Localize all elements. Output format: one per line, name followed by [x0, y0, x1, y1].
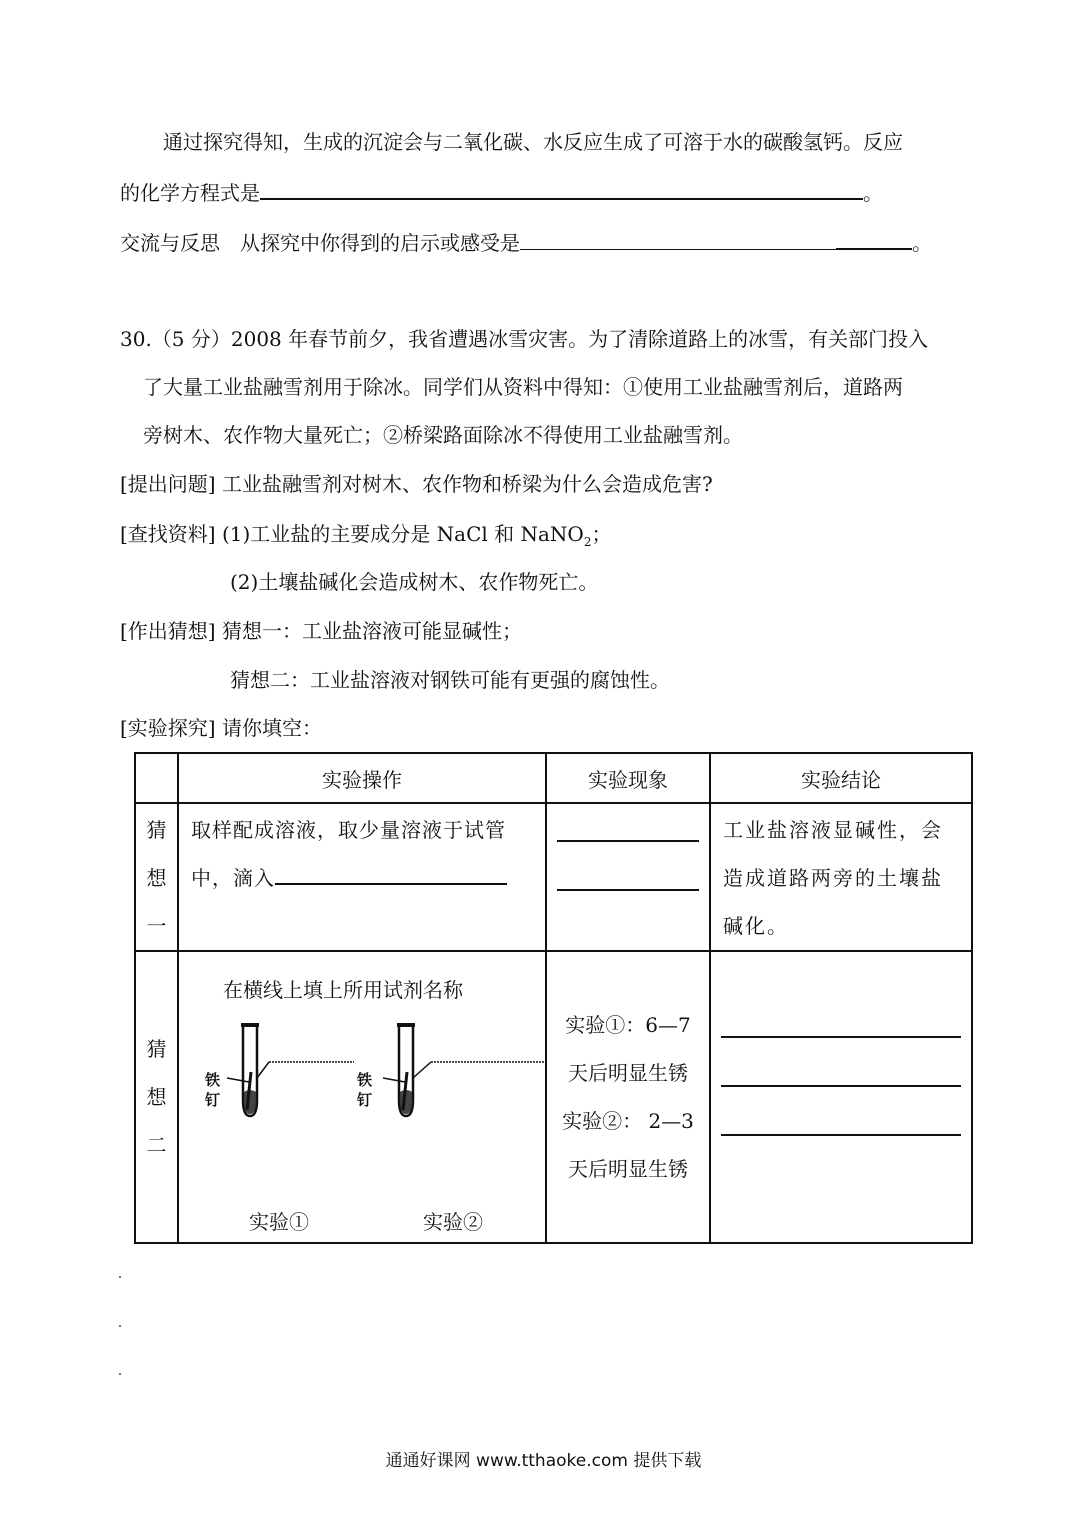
- paragraph-line: 通过探究得知，生成的沉淀会与二氧化碳、水反应生成了可溶于水的碳酸氢钙。反应: [163, 130, 903, 154]
- row-label-guess2: 猜 想 二: [135, 951, 178, 1243]
- row-label-guess1: 猜 想 一: [135, 803, 178, 951]
- apparatus-cell: [178, 951, 546, 1243]
- margin-dot: [119, 1373, 121, 1375]
- table-row: [135, 803, 972, 951]
- reflection-blank[interactable]: [520, 229, 836, 250]
- reflection-prompt: 交流与反思 从探究中你得到的启示或感受是: [120, 231, 520, 255]
- phenomenon-blank[interactable]: [557, 842, 699, 891]
- semicolon: ；: [591, 522, 612, 546]
- page-footer: 通通好课网 www.tthaoke.com 提供下载: [385, 1451, 702, 1471]
- experiment-2-label: 实验②: [423, 1210, 483, 1234]
- conclusion-cell: [710, 951, 972, 1243]
- header-phenomenon: 实验现象: [546, 753, 710, 803]
- phenomenon-text: 天后明显生锈: [568, 1157, 688, 1181]
- nail-label-1: 铁钉: [205, 1071, 221, 1109]
- explore-line: [实验探究] 请你填空：: [120, 716, 322, 740]
- info-line: (2)土壤盐碱化会造成树木、农作物死亡。: [230, 570, 599, 594]
- nail-label-2: 铁钉: [357, 1071, 373, 1109]
- reflection-line: [120, 228, 932, 257]
- reflection-blank-end[interactable]: [836, 228, 912, 250]
- guess-line: 猜想二：工业盐溶液对钢铁可能有更强的腐蚀性。: [230, 668, 670, 692]
- test-tube-1-icon: [227, 1025, 354, 1116]
- reagent-blank[interactable]: [275, 863, 507, 885]
- problem-line: [提出问题] 工业盐融雪剂对树木、农作物和桥梁为什么会造成危害?: [120, 472, 713, 496]
- header-operation: 实验操作: [178, 753, 546, 803]
- margin-dot: [119, 1325, 121, 1327]
- header-cell-empty: [135, 753, 178, 803]
- question-line: 旁树木、农作物大量死亡；②桥梁路面除冰不得使用工业盐融雪剂。: [143, 423, 743, 447]
- period: 。: [863, 181, 883, 205]
- info-line: [120, 520, 611, 556]
- equation-prompt: 的化学方程式是: [120, 181, 260, 205]
- experiment-table: [134, 752, 973, 1244]
- conclusion-blank[interactable]: [721, 952, 961, 1038]
- equation-blank[interactable]: [260, 178, 863, 200]
- apparatus-instruction: 在横线上填上所用试剂名称: [223, 978, 463, 1002]
- table-row: [135, 951, 972, 1243]
- margin-dot: [119, 1276, 121, 1278]
- operation-text: 取样配成溶液，取少量溶液于试管中，滴入: [191, 818, 506, 890]
- question-line: 30.（5 分）2008 年春节前夕，我省遭遇冰雪灾害。为了清除道路上的冰雪，有关部门投入: [120, 327, 929, 351]
- subscript: 2: [583, 535, 592, 549]
- phenomenon-cell: [546, 803, 710, 951]
- test-tube-2-icon: [383, 1025, 545, 1116]
- conclusion-blank[interactable]: [721, 1087, 961, 1136]
- info-text: [查找资料] (1)工业盐的主要成分是 NaCl 和 NaNO: [120, 522, 584, 546]
- guess-line: [作出猜想] 猜想一：工业盐溶液可能显碱性；: [120, 619, 522, 643]
- experiment-1-label: 实验①: [249, 1210, 309, 1234]
- header-conclusion: 实验结论: [710, 753, 972, 803]
- operation-cell: [178, 803, 546, 951]
- phenomenon-text: 实验②： 2—3: [562, 1109, 694, 1133]
- conclusion-blank[interactable]: [721, 1038, 961, 1087]
- phenomenon-cell: [546, 951, 710, 1243]
- question-line: 了大量工业盐融雪剂用于除冰。同学们从资料中得知：①使用工业盐融雪剂后，道路两: [143, 375, 903, 399]
- period: 。: [912, 231, 932, 255]
- conclusion-cell: [710, 803, 972, 951]
- equation-line: [120, 178, 883, 207]
- phenomenon-text: 天后明显生锈: [568, 1061, 688, 1085]
- table-header-row: [135, 753, 972, 803]
- phenomenon-blank[interactable]: [557, 804, 699, 842]
- phenomenon-text: 实验①：6—7: [565, 1013, 691, 1037]
- conclusion-text: 工业盐溶液显碱性，会造成道路两旁的土壤盐碱化。: [723, 818, 943, 938]
